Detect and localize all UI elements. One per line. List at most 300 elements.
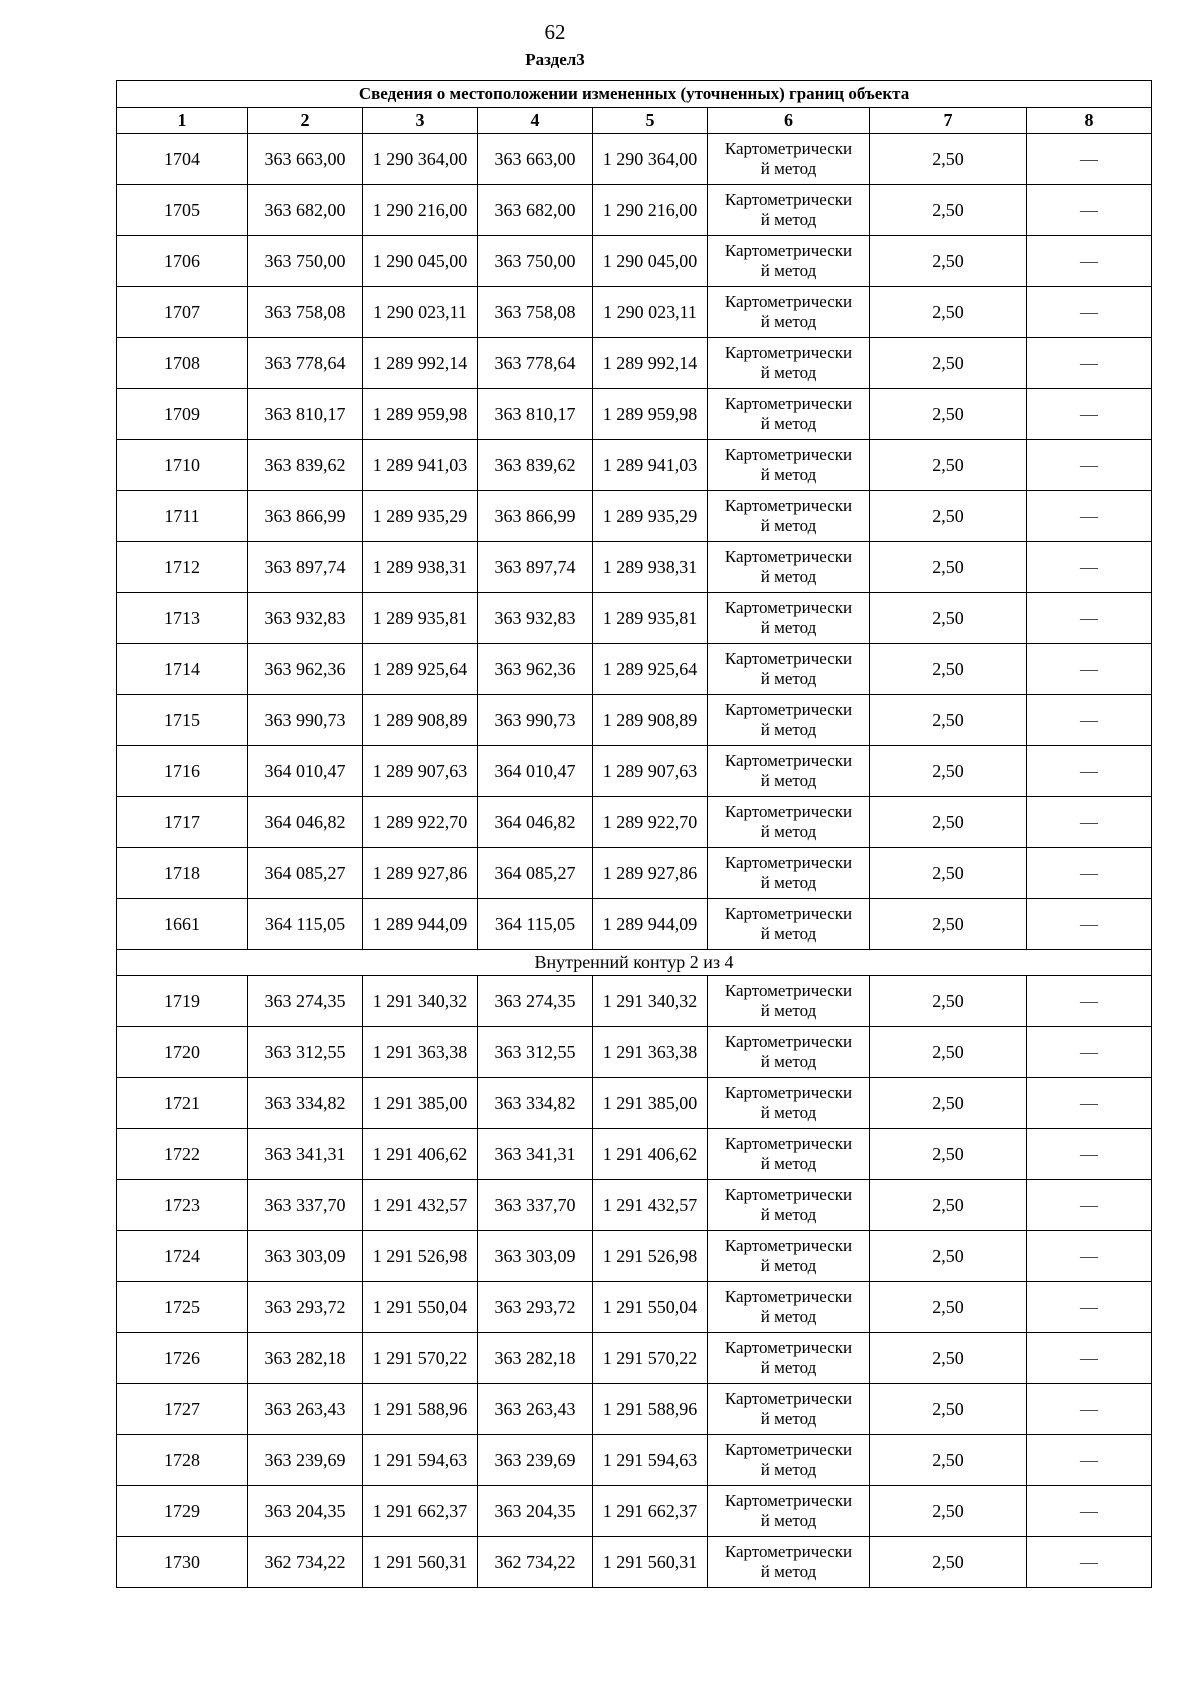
existing-x-cell: 363 682,00: [248, 185, 363, 236]
point-number-cell: 1729: [117, 1486, 248, 1537]
method-cell: [708, 899, 870, 950]
method-line-1: Картометрически: [724, 1338, 853, 1357]
refined-y-cell: 1 289 938,31: [593, 542, 708, 593]
point-number-cell: 1705: [117, 185, 248, 236]
refined-y-cell: 1 291 560,31: [593, 1537, 708, 1588]
refined-y-cell: 1 291 406,62: [593, 1129, 708, 1180]
method-line-1: Картометрически: [724, 1542, 853, 1561]
method-line-2: й метод: [760, 567, 817, 586]
accuracy-cell: 2,50: [870, 899, 1027, 950]
description-cell: —: [1027, 976, 1152, 1027]
refined-y-cell: 1 291 588,96: [593, 1384, 708, 1435]
column-number: 7: [870, 108, 1027, 134]
table-row: [117, 1435, 1152, 1486]
description-cell: —: [1027, 593, 1152, 644]
method-line-2: й метод: [760, 1154, 817, 1173]
method-line-1: Картометрически: [724, 445, 853, 464]
refined-x-cell: 363 897,74: [478, 542, 593, 593]
accuracy-cell: 2,50: [870, 440, 1027, 491]
method-line-2: й метод: [760, 465, 817, 484]
method-line-1: Картометрически: [724, 904, 853, 923]
point-number-cell: 1715: [117, 695, 248, 746]
accuracy-cell: 2,50: [870, 185, 1027, 236]
point-number-cell: 1716: [117, 746, 248, 797]
table-row: [117, 797, 1152, 848]
existing-x-cell: 363 274,35: [248, 976, 363, 1027]
method-line-1: Картометрически: [724, 700, 853, 719]
accuracy-cell: 2,50: [870, 1282, 1027, 1333]
table-row: [117, 1537, 1152, 1588]
existing-x-cell: 363 239,69: [248, 1435, 363, 1486]
refined-x-cell: 363 263,43: [478, 1384, 593, 1435]
accuracy-cell: 2,50: [870, 1129, 1027, 1180]
refined-x-cell: 363 239,69: [478, 1435, 593, 1486]
accuracy-cell: 2,50: [870, 1180, 1027, 1231]
method-line-2: й метод: [760, 1052, 817, 1071]
existing-x-cell: 362 734,22: [248, 1537, 363, 1588]
method-line-2: й метод: [760, 159, 817, 178]
accuracy-cell: 2,50: [870, 797, 1027, 848]
refined-y-cell: 1 290 364,00: [593, 134, 708, 185]
method-line-1: Картометрически: [724, 1389, 853, 1408]
point-number-cell: 1718: [117, 848, 248, 899]
refined-y-cell: 1 290 023,11: [593, 287, 708, 338]
refined-y-cell: 1 289 935,81: [593, 593, 708, 644]
method-line-1: Картометрически: [724, 496, 853, 515]
accuracy-cell: 2,50: [870, 542, 1027, 593]
existing-y-cell: 1 291 662,37: [363, 1486, 478, 1537]
accuracy-cell: 2,50: [870, 491, 1027, 542]
method-line-1: Картометрически: [724, 802, 853, 821]
accuracy-cell: 2,50: [870, 1537, 1027, 1588]
method-cell: [708, 134, 870, 185]
existing-y-cell: 1 289 959,98: [363, 389, 478, 440]
method-line-2: й метод: [760, 1256, 817, 1275]
method-cell: [708, 185, 870, 236]
description-cell: —: [1027, 899, 1152, 950]
method-line-1: Картометрически: [724, 343, 853, 362]
existing-y-cell: 1 290 045,00: [363, 236, 478, 287]
existing-x-cell: 363 932,83: [248, 593, 363, 644]
refined-x-cell: 363 341,31: [478, 1129, 593, 1180]
existing-x-cell: 363 293,72: [248, 1282, 363, 1333]
refined-y-cell: 1 291 550,04: [593, 1282, 708, 1333]
method-cell: [708, 389, 870, 440]
existing-y-cell: 1 289 908,89: [363, 695, 478, 746]
method-line-1: Картометрически: [724, 1236, 853, 1255]
point-number-cell: 1727: [117, 1384, 248, 1435]
existing-x-cell: 363 810,17: [248, 389, 363, 440]
accuracy-cell: 2,50: [870, 1231, 1027, 1282]
column-number: 5: [593, 108, 708, 134]
method-line-1: Картометрически: [724, 598, 853, 617]
description-cell: —: [1027, 695, 1152, 746]
point-number-cell: 1707: [117, 287, 248, 338]
existing-y-cell: 1 291 560,31: [363, 1537, 478, 1588]
description-cell: —: [1027, 797, 1152, 848]
method-cell: [708, 338, 870, 389]
refined-y-cell: 1 291 662,37: [593, 1486, 708, 1537]
table-row: [117, 746, 1152, 797]
description-cell: —: [1027, 644, 1152, 695]
refined-x-cell: 362 734,22: [478, 1537, 593, 1588]
existing-x-cell: 363 839,62: [248, 440, 363, 491]
description-cell: —: [1027, 1435, 1152, 1486]
description-cell: —: [1027, 185, 1152, 236]
method-cell: [708, 593, 870, 644]
method-line-1: Картометрически: [724, 981, 853, 1000]
table-row: [117, 491, 1152, 542]
existing-x-cell: 364 115,05: [248, 899, 363, 950]
column-number: 1: [117, 108, 248, 134]
refined-x-cell: 364 115,05: [478, 899, 593, 950]
description-cell: —: [1027, 1282, 1152, 1333]
existing-y-cell: 1 291 550,04: [363, 1282, 478, 1333]
refined-y-cell: 1 289 941,03: [593, 440, 708, 491]
point-number-cell: 1724: [117, 1231, 248, 1282]
accuracy-cell: 2,50: [870, 1435, 1027, 1486]
refined-x-cell: 364 010,47: [478, 746, 593, 797]
table-caption-row: [117, 81, 1152, 108]
existing-x-cell: 364 010,47: [248, 746, 363, 797]
method-line-1: Картометрически: [724, 1134, 853, 1153]
accuracy-cell: 2,50: [870, 389, 1027, 440]
point-number-cell: 1719: [117, 976, 248, 1027]
existing-y-cell: 1 289 922,70: [363, 797, 478, 848]
point-number-cell: 1726: [117, 1333, 248, 1384]
refined-y-cell: 1 290 216,00: [593, 185, 708, 236]
point-number-cell: 1717: [117, 797, 248, 848]
method-cell: [708, 542, 870, 593]
method-line-2: й метод: [760, 516, 817, 535]
method-cell: [708, 1537, 870, 1588]
table-row: [117, 1027, 1152, 1078]
existing-y-cell: 1 291 588,96: [363, 1384, 478, 1435]
method-line-1: Картометрически: [724, 1440, 853, 1459]
refined-y-cell: 1 291 385,00: [593, 1078, 708, 1129]
contour-label: Внутренний контур 2 из 4: [117, 950, 1152, 976]
point-number-cell: 1709: [117, 389, 248, 440]
method-line-2: й метод: [760, 822, 817, 841]
table-row: [117, 236, 1152, 287]
method-cell: [708, 1333, 870, 1384]
existing-y-cell: 1 291 363,38: [363, 1027, 478, 1078]
refined-x-cell: 363 282,18: [478, 1333, 593, 1384]
refined-y-cell: 1 291 432,57: [593, 1180, 708, 1231]
accuracy-cell: 2,50: [870, 1486, 1027, 1537]
method-cell: [708, 236, 870, 287]
method-cell: [708, 1231, 870, 1282]
existing-y-cell: 1 289 925,64: [363, 644, 478, 695]
method-line-2: й метод: [760, 1460, 817, 1479]
accuracy-cell: 2,50: [870, 1333, 1027, 1384]
point-number-cell: 1730: [117, 1537, 248, 1588]
contour-label-row: [117, 950, 1152, 976]
accuracy-cell: 2,50: [870, 976, 1027, 1027]
method-line-2: й метод: [760, 414, 817, 433]
table-caption: Сведения о местоположении измененных (уточненных) границ объекта: [117, 81, 1152, 108]
method-cell: [708, 1384, 870, 1435]
method-cell: [708, 797, 870, 848]
existing-x-cell: 363 337,70: [248, 1180, 363, 1231]
description-cell: —: [1027, 389, 1152, 440]
point-number-cell: 1714: [117, 644, 248, 695]
existing-x-cell: 363 303,09: [248, 1231, 363, 1282]
method-line-1: Картометрически: [724, 1185, 853, 1204]
table-row: [117, 389, 1152, 440]
refined-x-cell: 363 663,00: [478, 134, 593, 185]
column-number: 8: [1027, 108, 1152, 134]
method-line-2: й метод: [760, 1562, 817, 1581]
refined-y-cell: 1 289 959,98: [593, 389, 708, 440]
refined-y-cell: 1 289 935,29: [593, 491, 708, 542]
existing-y-cell: 1 289 935,81: [363, 593, 478, 644]
method-line-1: Картометрически: [724, 1032, 853, 1051]
accuracy-cell: 2,50: [870, 287, 1027, 338]
column-number-row: [117, 108, 1152, 134]
refined-x-cell: 363 758,08: [478, 287, 593, 338]
existing-x-cell: 363 282,18: [248, 1333, 363, 1384]
accuracy-cell: 2,50: [870, 695, 1027, 746]
existing-x-cell: 363 663,00: [248, 134, 363, 185]
description-cell: —: [1027, 287, 1152, 338]
method-line-2: й метод: [760, 1358, 817, 1377]
method-cell: [708, 695, 870, 746]
point-number-cell: 1704: [117, 134, 248, 185]
refined-x-cell: 364 085,27: [478, 848, 593, 899]
refined-x-cell: 363 990,73: [478, 695, 593, 746]
accuracy-cell: 2,50: [870, 644, 1027, 695]
table-row: [117, 1180, 1152, 1231]
description-cell: —: [1027, 134, 1152, 185]
section-title: Раздел3: [525, 50, 585, 69]
method-line-1: Картометрически: [724, 190, 853, 209]
method-line-1: Картометрически: [724, 1287, 853, 1306]
refined-y-cell: 1 289 927,86: [593, 848, 708, 899]
refined-y-cell: 1 289 907,63: [593, 746, 708, 797]
method-line-1: Картометрически: [724, 1491, 853, 1510]
description-cell: —: [1027, 848, 1152, 899]
point-number-cell: 1728: [117, 1435, 248, 1486]
point-number-cell: 1725: [117, 1282, 248, 1333]
accuracy-cell: 2,50: [870, 848, 1027, 899]
table-row: [117, 1384, 1152, 1435]
method-line-2: й метод: [760, 363, 817, 382]
method-cell: [708, 644, 870, 695]
refined-y-cell: 1 289 925,64: [593, 644, 708, 695]
table-row: [117, 899, 1152, 950]
accuracy-cell: 2,50: [870, 236, 1027, 287]
refined-x-cell: 363 778,64: [478, 338, 593, 389]
point-number-cell: 1710: [117, 440, 248, 491]
existing-x-cell: 363 962,36: [248, 644, 363, 695]
method-line-2: й метод: [760, 720, 817, 739]
method-cell: [708, 848, 870, 899]
refined-x-cell: 363 274,35: [478, 976, 593, 1027]
refined-y-cell: 1 291 570,22: [593, 1333, 708, 1384]
description-cell: —: [1027, 1384, 1152, 1435]
existing-y-cell: 1 291 432,57: [363, 1180, 478, 1231]
refined-y-cell: 1 289 908,89: [593, 695, 708, 746]
page-number: 62: [544, 20, 566, 44]
existing-x-cell: 363 341,31: [248, 1129, 363, 1180]
method-line-1: Картометрически: [724, 649, 853, 668]
existing-x-cell: 363 758,08: [248, 287, 363, 338]
column-number: 4: [478, 108, 593, 134]
refined-y-cell: 1 289 992,14: [593, 338, 708, 389]
description-cell: —: [1027, 440, 1152, 491]
refined-x-cell: 363 337,70: [478, 1180, 593, 1231]
method-line-2: й метод: [760, 1409, 817, 1428]
method-line-2: й метод: [760, 312, 817, 331]
existing-x-cell: 364 046,82: [248, 797, 363, 848]
existing-x-cell: 363 334,82: [248, 1078, 363, 1129]
table-row: [117, 976, 1152, 1027]
existing-y-cell: 1 290 216,00: [363, 185, 478, 236]
method-line-2: й метод: [760, 261, 817, 280]
point-number-cell: 1661: [117, 899, 248, 950]
table-row: [117, 593, 1152, 644]
point-number-cell: 1712: [117, 542, 248, 593]
refined-x-cell: 363 312,55: [478, 1027, 593, 1078]
method-line-2: й метод: [760, 873, 817, 892]
method-line-1: Картометрически: [724, 751, 853, 770]
refined-x-cell: 363 293,72: [478, 1282, 593, 1333]
existing-y-cell: 1 291 340,32: [363, 976, 478, 1027]
refined-x-cell: 363 750,00: [478, 236, 593, 287]
point-number-cell: 1722: [117, 1129, 248, 1180]
method-line-1: Картометрически: [724, 1083, 853, 1102]
existing-y-cell: 1 289 927,86: [363, 848, 478, 899]
table-row: [117, 1333, 1152, 1384]
existing-x-cell: 363 312,55: [248, 1027, 363, 1078]
description-cell: —: [1027, 1231, 1152, 1282]
method-line-1: Картометрически: [724, 853, 853, 872]
accuracy-cell: 2,50: [870, 746, 1027, 797]
refined-y-cell: 1 291 526,98: [593, 1231, 708, 1282]
method-cell: [708, 1486, 870, 1537]
refined-x-cell: 363 839,62: [478, 440, 593, 491]
refined-y-cell: 1 289 944,09: [593, 899, 708, 950]
description-cell: —: [1027, 1333, 1152, 1384]
refined-x-cell: 363 866,99: [478, 491, 593, 542]
existing-x-cell: 363 897,74: [248, 542, 363, 593]
table-row: [117, 644, 1152, 695]
point-rows-group-2: [117, 976, 1152, 1588]
method-line-2: й метод: [760, 618, 817, 637]
method-line-2: й метод: [760, 1511, 817, 1530]
existing-y-cell: 1 291 570,22: [363, 1333, 478, 1384]
table-row: [117, 287, 1152, 338]
point-number-cell: 1711: [117, 491, 248, 542]
existing-y-cell: 1 291 385,00: [363, 1078, 478, 1129]
point-number-cell: 1708: [117, 338, 248, 389]
method-line-1: Картометрически: [724, 292, 853, 311]
refined-y-cell: 1 290 045,00: [593, 236, 708, 287]
method-line-2: й метод: [760, 669, 817, 688]
refined-y-cell: 1 291 594,63: [593, 1435, 708, 1486]
point-number-cell: 1723: [117, 1180, 248, 1231]
refined-y-cell: 1 291 340,32: [593, 976, 708, 1027]
description-cell: —: [1027, 1027, 1152, 1078]
refined-x-cell: 363 334,82: [478, 1078, 593, 1129]
table-row: [117, 1129, 1152, 1180]
existing-x-cell: 363 778,64: [248, 338, 363, 389]
existing-x-cell: 363 990,73: [248, 695, 363, 746]
table-row: [117, 440, 1152, 491]
refined-y-cell: 1 291 363,38: [593, 1027, 708, 1078]
method-line-2: й метод: [760, 1103, 817, 1122]
method-cell: [708, 440, 870, 491]
existing-y-cell: 1 289 992,14: [363, 338, 478, 389]
column-number: 3: [363, 108, 478, 134]
accuracy-cell: 2,50: [870, 593, 1027, 644]
existing-x-cell: 363 204,35: [248, 1486, 363, 1537]
refined-x-cell: 363 303,09: [478, 1231, 593, 1282]
existing-x-cell: 363 263,43: [248, 1384, 363, 1435]
existing-y-cell: 1 289 941,03: [363, 440, 478, 491]
description-cell: —: [1027, 746, 1152, 797]
description-cell: —: [1027, 1180, 1152, 1231]
description-cell: —: [1027, 1486, 1152, 1537]
accuracy-cell: 2,50: [870, 1384, 1027, 1435]
existing-y-cell: 1 291 406,62: [363, 1129, 478, 1180]
existing-x-cell: 364 085,27: [248, 848, 363, 899]
table-row: [117, 1078, 1152, 1129]
refined-x-cell: 363 962,36: [478, 644, 593, 695]
column-number: 2: [248, 108, 363, 134]
existing-y-cell: 1 291 526,98: [363, 1231, 478, 1282]
point-rows-group-1: [117, 134, 1152, 950]
method-cell: [708, 1027, 870, 1078]
existing-y-cell: 1 290 364,00: [363, 134, 478, 185]
method-cell: [708, 746, 870, 797]
accuracy-cell: 2,50: [870, 134, 1027, 185]
accuracy-cell: 2,50: [870, 1027, 1027, 1078]
description-cell: —: [1027, 1078, 1152, 1129]
refined-x-cell: 363 932,83: [478, 593, 593, 644]
existing-x-cell: 363 866,99: [248, 491, 363, 542]
method-cell: [708, 1435, 870, 1486]
accuracy-cell: 2,50: [870, 338, 1027, 389]
description-cell: —: [1027, 491, 1152, 542]
method-cell: [708, 1129, 870, 1180]
existing-y-cell: 1 289 938,31: [363, 542, 478, 593]
existing-y-cell: 1 291 594,63: [363, 1435, 478, 1486]
refined-x-cell: 363 810,17: [478, 389, 593, 440]
table-row: [117, 338, 1152, 389]
method-line-1: Картометрически: [724, 394, 853, 413]
method-cell: [708, 1078, 870, 1129]
refined-y-cell: 1 289 922,70: [593, 797, 708, 848]
table-row: [117, 695, 1152, 746]
method-line-2: й метод: [760, 210, 817, 229]
description-cell: —: [1027, 338, 1152, 389]
boundary-coordinates-table: [116, 80, 1152, 1588]
method-line-1: Картометрически: [724, 139, 853, 158]
method-cell: [708, 976, 870, 1027]
table-row: [117, 542, 1152, 593]
table-row: [117, 1231, 1152, 1282]
description-cell: —: [1027, 1537, 1152, 1588]
refined-x-cell: 363 682,00: [478, 185, 593, 236]
point-number-cell: 1720: [117, 1027, 248, 1078]
table-row: [117, 1282, 1152, 1333]
method-line-2: й метод: [760, 771, 817, 790]
existing-y-cell: 1 289 907,63: [363, 746, 478, 797]
existing-x-cell: 363 750,00: [248, 236, 363, 287]
table-row: [117, 1486, 1152, 1537]
